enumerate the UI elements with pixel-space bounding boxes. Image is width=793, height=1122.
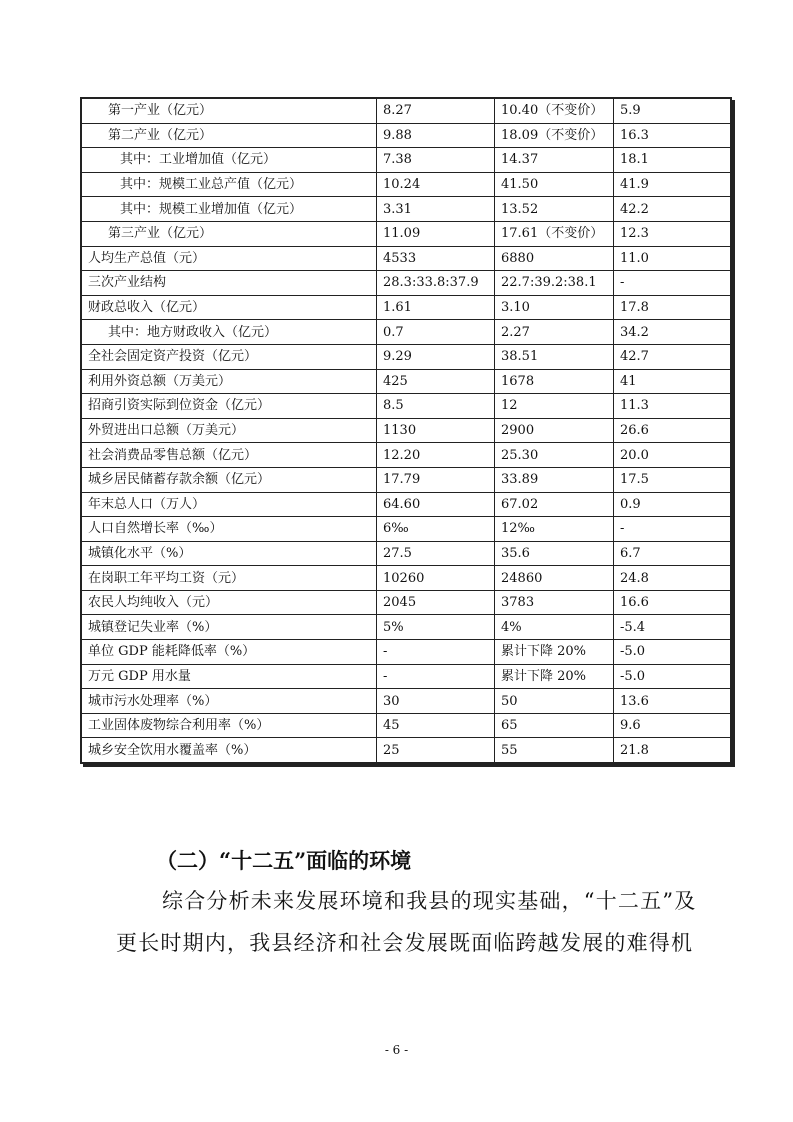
value-2010-cell: 24860	[495, 566, 614, 591]
indicator-name-cell: 城镇登记失业率（%）	[82, 615, 377, 640]
value-2010-cell: 55	[495, 738, 614, 763]
growth-rate-cell: 34.2	[614, 320, 731, 345]
value-2005-cell: 17.79	[377, 467, 495, 492]
indicator-name-cell: 第一产业（亿元）	[82, 99, 377, 124]
page-number: - 6 -	[384, 1043, 409, 1057]
value-2005-cell: 1130	[377, 418, 495, 443]
value-2005-cell: 9.88	[377, 123, 495, 148]
table-row	[82, 99, 731, 124]
indicator-name-cell: 其中：工业增加值（亿元）	[82, 148, 377, 173]
growth-rate-cell: 16.3	[614, 123, 731, 148]
growth-rate-cell: -5.0	[614, 664, 731, 689]
paragraph-line-2: 更长时期内，我县经济和社会发展既面临跨越发展的难得机	[116, 931, 694, 955]
value-2010-cell: 67.02	[495, 492, 614, 517]
value-2010-cell: 33.89	[495, 467, 614, 492]
growth-rate-cell: 20.0	[614, 443, 731, 468]
value-2010-cell: 13.52	[495, 197, 614, 222]
table-row	[82, 123, 731, 148]
indicator-name-cell: 第三产业（亿元）	[82, 221, 377, 246]
growth-rate-cell: 42.7	[614, 344, 731, 369]
indicator-name-cell: 三次产业结构	[82, 271, 377, 296]
value-2005-cell: 8.27	[377, 99, 495, 124]
indicator-name-cell: 外贸进出口总额（万美元）	[82, 418, 377, 443]
value-2010-cell: 10.40（不变价）	[495, 99, 614, 124]
growth-rate-cell: 9.6	[614, 713, 731, 738]
value-2010-cell: 累计下降 20%	[495, 664, 614, 689]
growth-rate-cell: 42.2	[614, 197, 731, 222]
value-2005-cell: -	[377, 640, 495, 665]
growth-rate-cell: 11.3	[614, 394, 731, 419]
table-row	[82, 541, 731, 566]
value-2005-cell: 64.60	[377, 492, 495, 517]
indicator-name-cell: 利用外资总额（万美元）	[82, 369, 377, 394]
value-2005-cell: 0.7	[377, 320, 495, 345]
value-2005-cell: -	[377, 664, 495, 689]
table-row	[82, 689, 731, 714]
value-2010-cell: 3.10	[495, 295, 614, 320]
value-2010-cell: 41.50	[495, 172, 614, 197]
indicator-name-cell: 全社会固定资产投资（亿元）	[82, 344, 377, 369]
value-2010-cell: 6880	[495, 246, 614, 271]
value-2010-cell: 14.37	[495, 148, 614, 173]
value-2005-cell: 12.20	[377, 443, 495, 468]
value-2010-cell: 22.7:39.2:38.1	[495, 271, 614, 296]
indicator-name-cell: 城乡居民储蓄存款余额（亿元）	[82, 467, 377, 492]
indicator-name-cell: 其中：规模工业总产值（亿元）	[82, 172, 377, 197]
table-row	[82, 492, 731, 517]
growth-rate-cell: 17.5	[614, 467, 731, 492]
table-row	[82, 295, 731, 320]
table-row	[82, 369, 731, 394]
indicator-name-cell: 城乡安全饮用水覆盖率（%）	[82, 738, 377, 763]
indicator-name-cell: 在岗职工年平均工资（元）	[82, 566, 377, 591]
value-2005-cell: 4533	[377, 246, 495, 271]
paragraph-line-1: 综合分析未来发展环境和我县的现实基础，“十二五”及	[162, 889, 697, 913]
value-2005-cell: 3.31	[377, 197, 495, 222]
value-2010-cell: 17.61（不变价）	[495, 221, 614, 246]
table-row	[82, 664, 731, 689]
value-2005-cell: 11.09	[377, 221, 495, 246]
value-2005-cell: 30	[377, 689, 495, 714]
value-2005-cell: 28.3:33.8:37.9	[377, 271, 495, 296]
value-2005-cell: 1.61	[377, 295, 495, 320]
table-row	[82, 271, 731, 296]
growth-rate-cell: 6.7	[614, 541, 731, 566]
indicator-table-wrapper	[80, 97, 732, 764]
value-2010-cell: 2.27	[495, 320, 614, 345]
indicator-name-cell: 工业固体废物综合利用率（%）	[82, 713, 377, 738]
value-2005-cell: 8.5	[377, 394, 495, 419]
table-row	[82, 394, 731, 419]
value-2010-cell: 3783	[495, 590, 614, 615]
indicator-name-cell: 单位 GDP 能耗降低率（%）	[82, 640, 377, 665]
value-2010-cell: 2900	[495, 418, 614, 443]
table-row	[82, 517, 731, 542]
table-row	[82, 172, 731, 197]
indicator-name-cell: 第二产业（亿元）	[82, 123, 377, 148]
table-row	[82, 246, 731, 271]
table-row	[82, 738, 731, 763]
growth-rate-cell: 41	[614, 369, 731, 394]
growth-rate-cell: 24.8	[614, 566, 731, 591]
value-2010-cell: 12‰	[495, 517, 614, 542]
indicator-name-cell: 其中：规模工业增加值（亿元）	[82, 197, 377, 222]
growth-rate-cell: 13.6	[614, 689, 731, 714]
value-2010-cell: 12	[495, 394, 614, 419]
value-2005-cell: 9.29	[377, 344, 495, 369]
indicator-name-cell: 人均生产总值（元）	[82, 246, 377, 271]
value-2005-cell: 5%	[377, 615, 495, 640]
growth-rate-cell: -5.0	[614, 640, 731, 665]
table-row	[82, 615, 731, 640]
growth-rate-cell: 41.9	[614, 172, 731, 197]
table-row	[82, 418, 731, 443]
indicator-name-cell: 招商引资实际到位资金（亿元）	[82, 394, 377, 419]
growth-rate-cell: 17.8	[614, 295, 731, 320]
value-2005-cell: 45	[377, 713, 495, 738]
value-2005-cell: 27.5	[377, 541, 495, 566]
table-row	[82, 467, 731, 492]
indicator-name-cell: 城市污水处理率（%）	[82, 689, 377, 714]
value-2005-cell: 25	[377, 738, 495, 763]
table-row	[82, 713, 731, 738]
value-2010-cell: 50	[495, 689, 614, 714]
value-2010-cell: 38.51	[495, 344, 614, 369]
value-2010-cell: 35.6	[495, 541, 614, 566]
growth-rate-cell: -5.4	[614, 615, 731, 640]
indicator-table	[81, 98, 731, 763]
growth-rate-cell: 12.3	[614, 221, 731, 246]
value-2010-cell: 65	[495, 713, 614, 738]
table-row	[82, 221, 731, 246]
growth-rate-cell: 21.8	[614, 738, 731, 763]
value-2005-cell: 6‰	[377, 517, 495, 542]
value-2010-cell: 累计下降 20%	[495, 640, 614, 665]
table-row	[82, 344, 731, 369]
indicator-name-cell: 人口自然增长率（‰）	[82, 517, 377, 542]
growth-rate-cell: -	[614, 271, 731, 296]
value-2010-cell: 1678	[495, 369, 614, 394]
indicator-name-cell: 万元 GDP 用水量	[82, 664, 377, 689]
table-row	[82, 443, 731, 468]
indicator-name-cell: 社会消费品零售总额（亿元）	[82, 443, 377, 468]
value-2005-cell: 2045	[377, 590, 495, 615]
value-2005-cell: 7.38	[377, 148, 495, 173]
value-2005-cell: 10260	[377, 566, 495, 591]
indicator-name-cell: 其中：地方财政收入（亿元）	[82, 320, 377, 345]
table-row	[82, 320, 731, 345]
value-2010-cell: 18.09（不变价）	[495, 123, 614, 148]
indicator-name-cell: 城镇化水平（%）	[82, 541, 377, 566]
table-row	[82, 566, 731, 591]
table-row	[82, 640, 731, 665]
growth-rate-cell: 5.9	[614, 99, 731, 124]
section-heading: （二）“十二五”面临的环境	[156, 848, 412, 873]
indicator-name-cell: 农民人均纯收入（元）	[82, 590, 377, 615]
table-row	[82, 197, 731, 222]
value-2005-cell: 425	[377, 369, 495, 394]
value-2005-cell: 10.24	[377, 172, 495, 197]
value-2010-cell: 4%	[495, 615, 614, 640]
growth-rate-cell: 0.9	[614, 492, 731, 517]
indicator-table-body	[82, 99, 731, 763]
growth-rate-cell: 18.1	[614, 148, 731, 173]
table-row	[82, 148, 731, 173]
growth-rate-cell: 26.6	[614, 418, 731, 443]
growth-rate-cell: 16.6	[614, 590, 731, 615]
indicator-name-cell: 财政总收入（亿元）	[82, 295, 377, 320]
growth-rate-cell: 11.0	[614, 246, 731, 271]
table-row	[82, 590, 731, 615]
value-2010-cell: 25.30	[495, 443, 614, 468]
growth-rate-cell: -	[614, 517, 731, 542]
indicator-name-cell: 年末总人口（万人）	[82, 492, 377, 517]
